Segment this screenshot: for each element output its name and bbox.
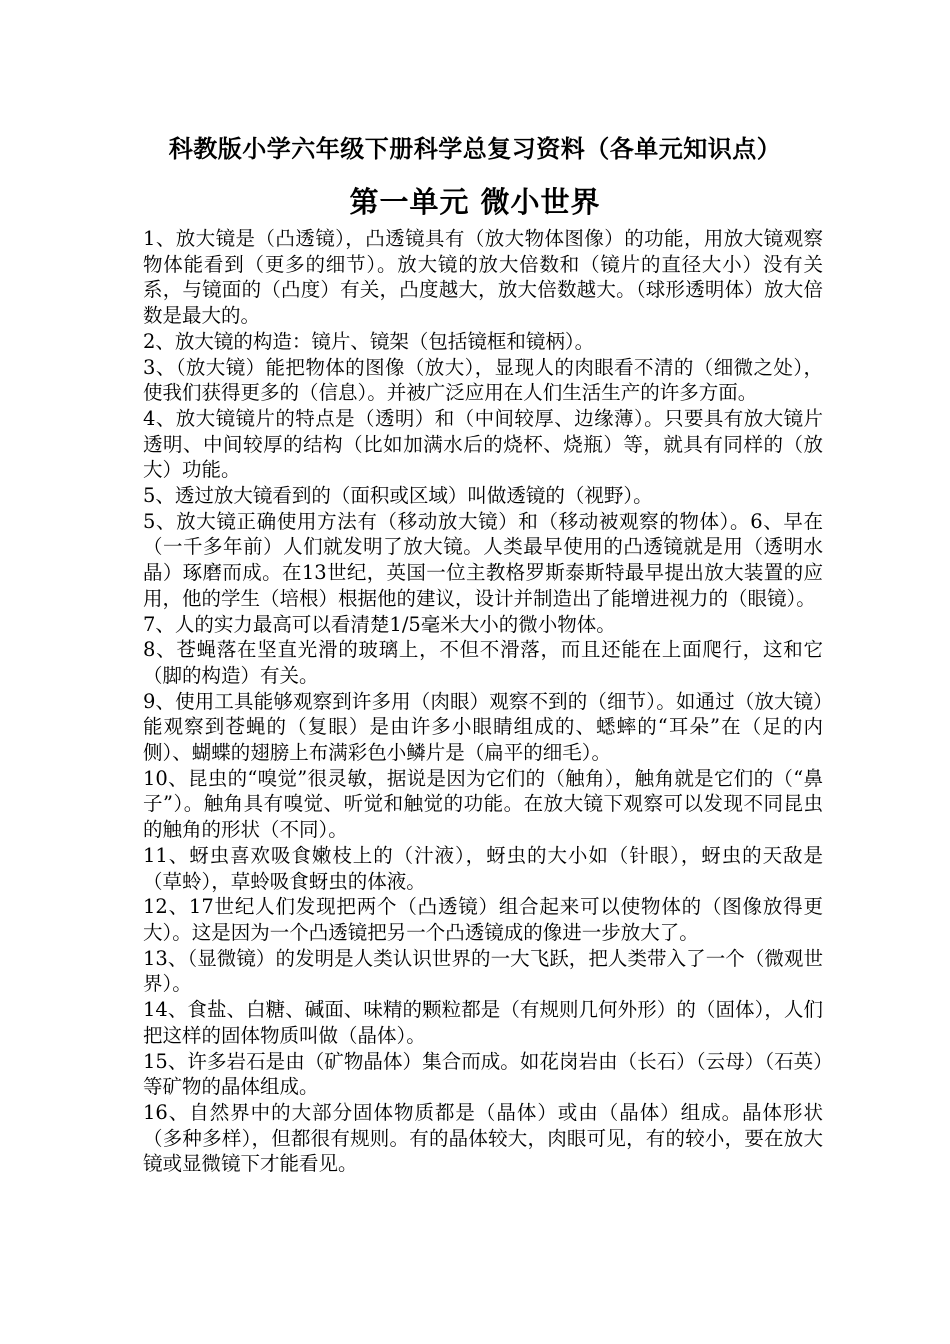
paragraph-6: 5、放大镜正确使用方法有（移动放大镜）和（移动被观察的物体）。6、早在（一千多年前）人们就发明了放大镜。人类最早使用的凸透镜就是用（透明水晶）琢磨而成。在13世纪，英国一位主教格罗斯泰斯特最早提出放大装置的应用，他的学生（培根）根据他的建议，设计并制造出了能增进视力的（眼镜）。 — [143, 509, 823, 610]
paragraph-10: 10、昆虫的“嗅觉”很灵敏，据说是因为它们的（触角），触角就是它们的（“鼻子”）。触角具有嗅觉、听觉和触觉的功能。在放大镜下观察可以发现不同昆虫的触角的形状（不同）。 — [143, 766, 823, 842]
paragraph-3: 3、（放大镜）能把物体的图像（放大），显现人的肉眼看不清的（细微之处），使我们获得更多的（信息）。并被广泛应用在人们生活生产的许多方面。 — [143, 355, 823, 405]
paragraph-13: 13、（显微镜）的发明是人类认识世界的一大飞跃，把人类带入了一个（微观世界）。 — [143, 946, 823, 996]
paragraph-5: 5、透过放大镜看到的（面积或区域）叫做透镜的（视野）。 — [143, 484, 653, 508]
unit-title: 第一单元 微小世界 — [349, 185, 601, 219]
document-title: 科教版小学六年级下册科学总复习资料（各单元知识点） — [168, 134, 782, 163]
paragraph-15: 15、许多岩石是由（矿物晶体）集合而成。如花岗岩由（长石）（云母）（石英）等矿物的晶体组成。 — [143, 1049, 823, 1099]
paragraph-12: 12、17世纪人们发现把两个（凸透镜）组合起来可以使物体的（图像放得更大）。这是因为一个凸透镜把另一个凸透镜成的像进一步放大了。 — [143, 895, 823, 944]
paragraph-9: 9、使用工具能够观察到许多用（肉眼）观察不到的（细节）。如通过（放大镜）能观察到苍蝇的（复眼）是由许多小眼睛组成的、蟋蟀的“耳朵”在（足的内侧）、蝴蝶的翅膀上布满彩色小鳞片是（扁平的细毛）。 — [143, 689, 823, 765]
paragraph-8: 8、苍蝇落在坚直光滑的玻璃上，不但不滑落，而且还能在上面爬行，这和它（脚的构造）有关。 — [143, 638, 823, 687]
paragraph-16: 16、自然界中的大部分固体物质都是（晶体）或由（晶体）组成。晶体形状（多种多样），但都很有规则。有的晶体较大，肉眼可见，有的较小，要在放大镜或显微镜下才能看见。 — [143, 1100, 823, 1176]
paragraph-14: 14、食盐、白糖、碱面、味精的颗粒都是（有规则几何外形）的（固体），人们把这样的固体物质叫做（晶体）。 — [143, 998, 823, 1047]
paragraph-1: 1、放大镜是（凸透镜），凸透镜具有（放大物体图像）的功能，用放大镜观察物体能看到（更多的细节）。放大镜的放大倍数和（镜片的直径大小）没有关系，与镜面的（凸度）有关，凸度越大，放大倍数越大。（球形透明体）放大倍数是最大的。 — [143, 227, 823, 328]
paragraph-4: 4、放大镜镜片的特点是（透明）和（中间较厚、边缘薄）。只要具有放大镜片透明、中间较厚的结构（比如加满水后的烧杯、烧瓶）等，就具有同样的（放大）功能。 — [143, 406, 823, 482]
paragraph-2: 2、放大镜的构造：镜片、镜架（包括镜框和镜柄）。 — [143, 329, 595, 353]
paragraph-7: 7、人的实力最高可以看清楚1/5毫米大小的微小物体。 — [143, 612, 616, 636]
body-text — [143, 226, 823, 1177]
paragraph-11: 11、蚜虫喜欢吸食嫩枝上的（汁液），蚜虫的大小如（针眼），蚜虫的天敌是（草蛉），草蛉吸食蚜虫的体液。 — [143, 843, 823, 893]
